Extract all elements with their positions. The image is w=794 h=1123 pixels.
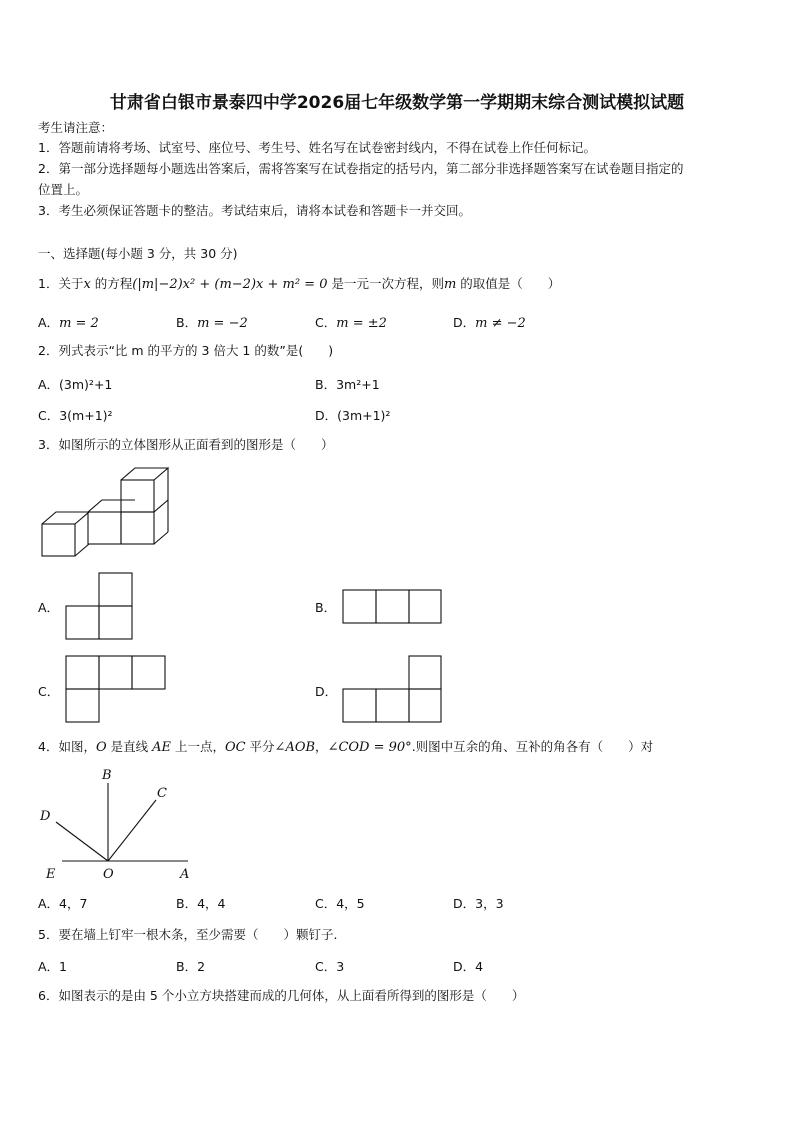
q5-option-a[interactable]: A．1 [38,959,68,974]
q3-option-d[interactable]: D． [315,684,338,699]
label-a: A [180,867,190,882]
label-c: C [157,786,167,801]
notice-item-1: 1．答题前请将考场、试室号、座位号、考生号、姓名写在试卷密封线内，不得在试卷上作任何标记。 [38,140,596,155]
q5-option-b[interactable]: B．2 [176,959,206,974]
q4-option-c[interactable]: C．4，5 [315,896,365,911]
equation-1: (|m|−2)x² + (m−2)x + m² = 0 [132,277,328,292]
q2-option-c[interactable]: C．3(m+1)² [38,408,113,423]
question-6: 6．如图表示的是由 5 个小立方块搭建而成的几何体，从上面看所得到的图形是（ ） [38,988,525,1003]
q2-option-d[interactable]: D．(3m+1)² [315,408,391,423]
q3-option-a[interactable]: A． [38,600,60,615]
notice-item-3: 3．考生必须保证答题卡的整洁。考试结束后，请将本试卷和答题卡一并交回。 [38,203,471,218]
q2-option-a[interactable]: A．(3m)²+1 [38,377,113,392]
question-2: 2．列式表示“比 m 的平方的 3 倍大 1 的数”是( ) [38,343,334,358]
question-4: 4．如图，O 是直线 AE 上一点，OC 平分∠AOB，∠COD = 90°.则图中互余的角、互补的角各有（ ）对 [38,739,654,755]
q1-option-a[interactable]: A．m = 2 [38,315,99,331]
q2-option-b[interactable]: B．3m²+1 [315,377,380,392]
notice-item-2-cont: 位置上。 [38,182,89,197]
label-d: D [40,809,51,824]
q1-option-b[interactable]: B．m = −2 [176,315,248,331]
label-b: B [102,768,112,783]
question-3: 3．如图所示的立体图形从正面看到的图形是（ ） [38,437,334,452]
section-heading: 一、选择题(每小题 3 分，共 30 分) [38,246,238,261]
q5-option-d[interactable]: D．4 [453,959,484,974]
q5-option-c[interactable]: C．3 [315,959,345,974]
exam-title: 甘肃省白银市景泰四中学2026届七年级数学第一学期期末综合测试模拟试题 [109,93,685,113]
q4-option-d[interactable]: D．3，3 [453,896,504,911]
q3-option-b[interactable]: B． [315,600,337,615]
label-o: O [103,867,114,882]
question-1: 1．关于x 的方程(|m|−2)x² + (m−2)x + m² = 0 是一元一次方程，则m 的取值是（ ） [38,276,561,292]
label-e: E [46,867,56,882]
q4-option-a[interactable]: A．4，7 [38,896,88,911]
question-5: 5．要在墙上钉牢一根木条，至少需要（ ）颗钉子. [38,927,338,942]
q4-option-b[interactable]: B．4，4 [176,896,226,911]
notice-heading: 考生请注意： [38,120,114,135]
q3-option-c[interactable]: C． [38,684,60,699]
notice-item-2: 2．第一部分选择题每小题选出答案后，需将答案写在试卷指定的括号内，第二部分非选择题答案写在试卷题目指定的 [38,161,684,176]
q1-option-d[interactable]: D．m ≠ −2 [453,315,526,331]
q1-option-c[interactable]: C．m = ±2 [315,315,387,331]
